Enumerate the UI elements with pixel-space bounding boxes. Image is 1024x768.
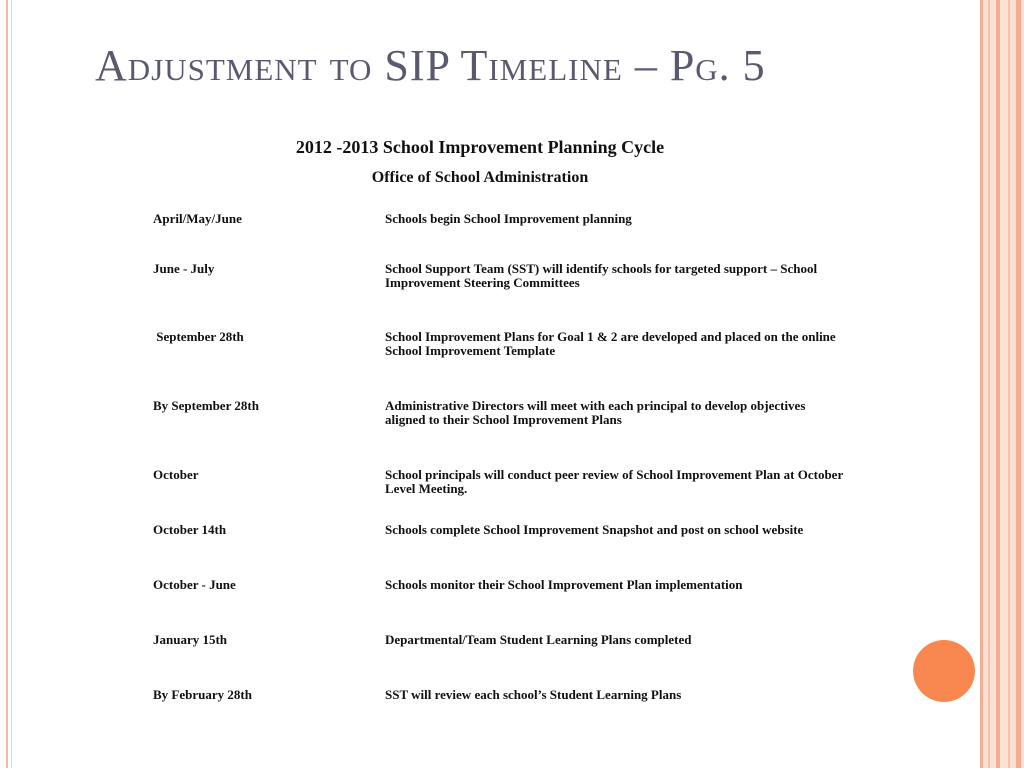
- timeline-date: October: [153, 467, 199, 482]
- timeline-description: School principals will conduct peer review of School Improvement Plan at October Level Meeting.: [385, 467, 843, 496]
- timeline-date: June - July: [153, 261, 215, 276]
- timeline-description: SST will review each school’s Student Learning Plans: [385, 687, 682, 702]
- decorative-circle: [913, 640, 975, 702]
- timeline-date: By February 28th: [153, 687, 252, 702]
- left-border-line-inner: [11, 0, 12, 768]
- timeline-description: School Support Team (SST) will identify schools for targeted support – School Improvement Steering Committees: [385, 261, 818, 290]
- timeline-date: September 28th: [153, 329, 244, 344]
- timeline-date: By September 28th: [153, 398, 259, 413]
- timeline-description: Schools complete School Improvement Snapshot and post on school website: [385, 522, 804, 537]
- right-border-stripe: [1016, 0, 1021, 768]
- timeline-description: Schools monitor their School Improvement Plan implementation: [385, 577, 743, 592]
- document-heading: 2012 -2013 School Improvement Planning Cycle: [295, 137, 665, 157]
- document-subheading: Office of School Administration: [371, 169, 589, 186]
- timeline-date: October - June: [153, 577, 236, 592]
- right-border-stripe: [988, 0, 990, 768]
- timeline-description: Departmental/Team Student Learning Plans completed: [385, 632, 692, 647]
- timeline-date: October 14th: [153, 522, 227, 537]
- right-border-stripe: [1008, 0, 1010, 768]
- right-border-stripe: [996, 0, 1000, 768]
- slide-title: Adjustment to SIP Timeline – Pg. 5: [95, 41, 766, 90]
- right-border-stripe: [980, 0, 983, 768]
- timeline-description: Schools begin School Improvement planning: [385, 211, 632, 226]
- timeline-description: Administrative Directors will meet with each principal to develop objectives aligned to their School Improvement Plans: [385, 398, 806, 427]
- timeline-description: School Improvement Plans for Goal 1 & 2 are developed and placed on the online School Improvement Template: [385, 329, 836, 358]
- timeline-date: April/May/June: [153, 211, 242, 226]
- left-border-line: [6, 0, 8, 768]
- timeline-date: January 15th: [153, 632, 228, 647]
